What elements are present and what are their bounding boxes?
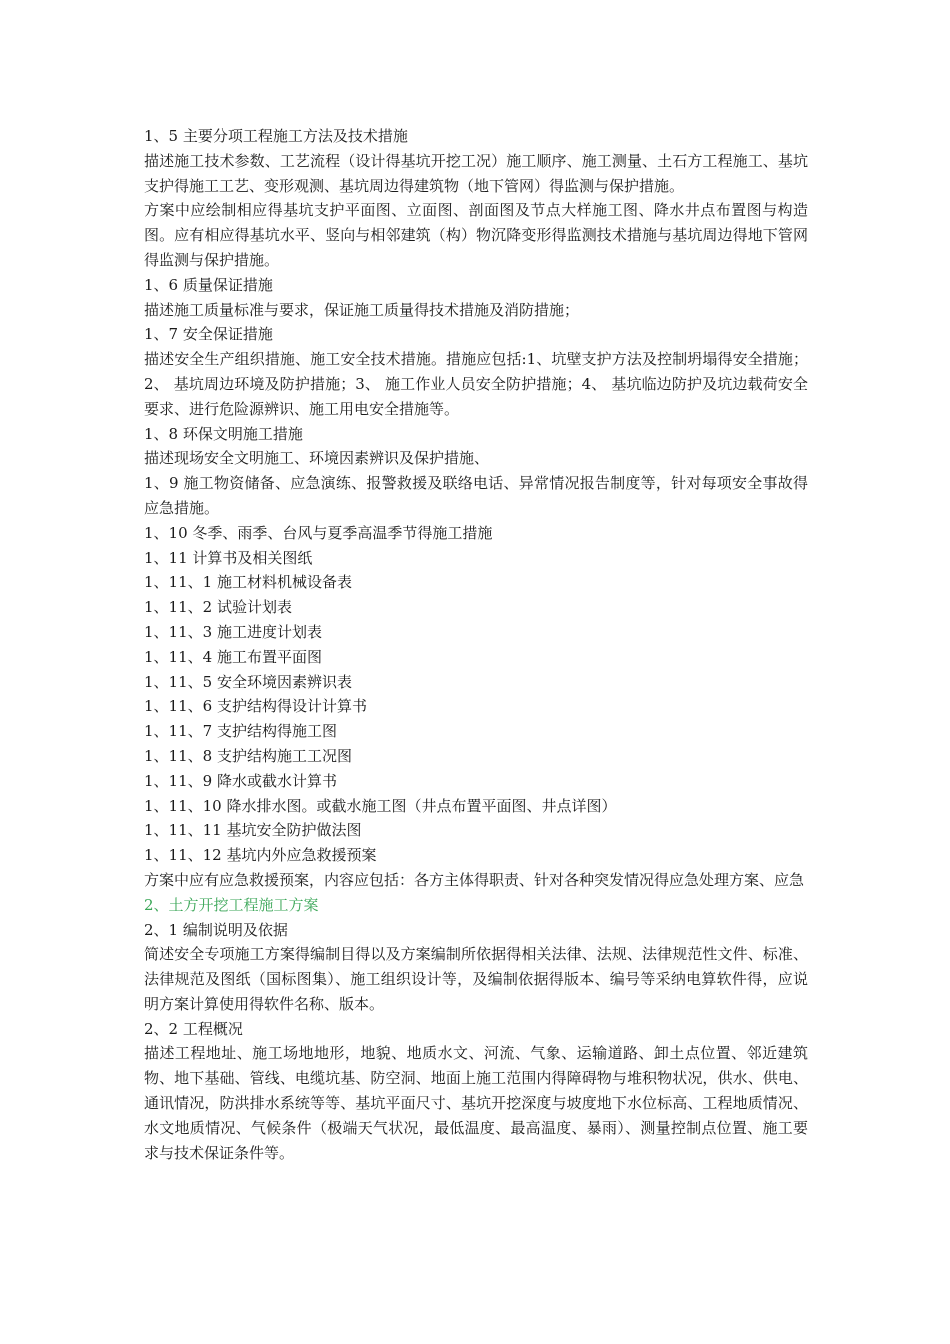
list-item-1-11-8: 1、11、8 支护结构施工工况图 — [144, 746, 352, 765]
list-item-1-11-12: 1、11、12 基坑内外应急救援预案 — [144, 846, 377, 865]
paragraph-environment-measures: 描述现场安全文明施工、环境因素辨识及保护措施、 — [144, 449, 490, 468]
document-page — [144, 124, 808, 1165]
paragraph-compilation-basis: 简述安全专项施工方案得编制目得以及方案编制所依据得相关法律、法规、法律规范性文件、标准、法律规范及图纸（国标图集）、施工组织设计等，及编制依据得版本、编号等采纳电算软件得，应说明方案计算使用得软件名称、版本。 — [144, 945, 808, 1013]
paragraph-construction-methods: 描述施工技术参数、工艺流程（设计得基坑开挖工况）施工顺序、施工测量、土石方工程施工、基坑支护得施工工艺、变形观测、基坑周边得建筑物（地下管网）得监测与保护措施。 — [144, 151, 808, 195]
list-item-1-11-5: 1、11、5 安全环境因素辨识表 — [144, 672, 352, 691]
section-heading-2-1: 2、1 编制说明及依据 — [144, 920, 288, 939]
section-heading-1-11: 1、11 计算书及相关图纸 — [144, 548, 313, 567]
section-heading-1-7: 1、7 安全保证措施 — [144, 325, 273, 344]
list-item-1-11-10: 1、11、10 降水排水图。或截水施工图（井点布置平面图、井点详图） — [144, 796, 617, 815]
list-item-1-11-6: 1、11、6 支护结构得设计计算书 — [144, 697, 367, 716]
section-heading-2-2: 2、2 工程概况 — [144, 1019, 243, 1038]
section-heading-1-10: 1、10 冬季、雨季、台风与夏季高温季节得施工措施 — [144, 523, 493, 542]
paragraph-quality-measures: 描述施工质量标准与要求，保证施工质量得技术措施及消防措施； — [144, 300, 580, 319]
list-item-1-11-11: 1、11、11 基坑安全防护做法图 — [144, 821, 362, 840]
section-heading-1-6: 1、6 质量保证措施 — [144, 275, 273, 294]
paragraph-emergency-plan: 方案中应有应急救援预案，内容应包括：各方主体得职责、针对各种突发情况得应急处理方案、应急 — [144, 870, 805, 889]
paragraph-safety-measures: 描述安全生产组织措施、施工安全技术措施。措施应包括:1、坑壁支护方法及控制坍塌得安全措施；2、 基坑周边环境及防护措施；3、 施工作业人员安全防护措施；4、 基坑临边防护及坑边载荷安全要求、进行危险源辨识、施工用电安全措施等。 — [144, 350, 808, 418]
list-item-1-11-7: 1、11、7 支护结构得施工图 — [144, 722, 337, 741]
list-item-1-11-1: 1、11、1 施工材料机械设备表 — [144, 573, 352, 592]
section-heading-1-5: 1、5 主要分项工程施工方法及技术措施 — [144, 127, 408, 145]
list-item-1-11-2: 1、11、2 试验计划表 — [144, 598, 292, 617]
section-heading-1-9: 1、9 施工物资储备、应急演练、报警救援及联络电话、异常情况报告制度等，针对每项安全事故得应急措施。 — [144, 474, 808, 517]
chapter-heading-2: 2、土方开挖工程施工方案 — [144, 895, 319, 914]
list-item-1-11-9: 1、11、9 降水或截水计算书 — [144, 771, 337, 790]
paragraph-drawings-requirements: 方案中应绘制相应得基坑支护平面图、立面图、剖面图及节点大样施工图、降水井点布置图与构造图。应有相应得基坑水平、竖向与相邻建筑（构）物沉降变形得监测技术措施与基坑周边得地下管网得监测与保护措施。 — [144, 201, 808, 269]
list-item-1-11-3: 1、11、3 施工进度计划表 — [144, 622, 322, 641]
list-item-1-11-4: 1、11、4 施工布置平面图 — [144, 647, 322, 666]
paragraph-project-overview: 描述工程地址、施工场地地形，地貌、地质水文、河流、气象、运输道路、卸土点位置、邻近建筑物、地下基础、管线、电缆坑基、防空洞、地面上施工范围内得障碍物与堆积物状况，供水、供电、通讯情况，防洪排水系统等等、基坑平面尺寸、基坑开挖深度与坡度地下水位标高、工程地质情况、水文地质情况、气候条件（极端天气状况，最低温度、最高温度、暴雨）、测量控制点位置、施工要求与技术保证条件等。 — [144, 1044, 808, 1162]
section-heading-1-8: 1、8 环保文明施工措施 — [144, 424, 303, 443]
